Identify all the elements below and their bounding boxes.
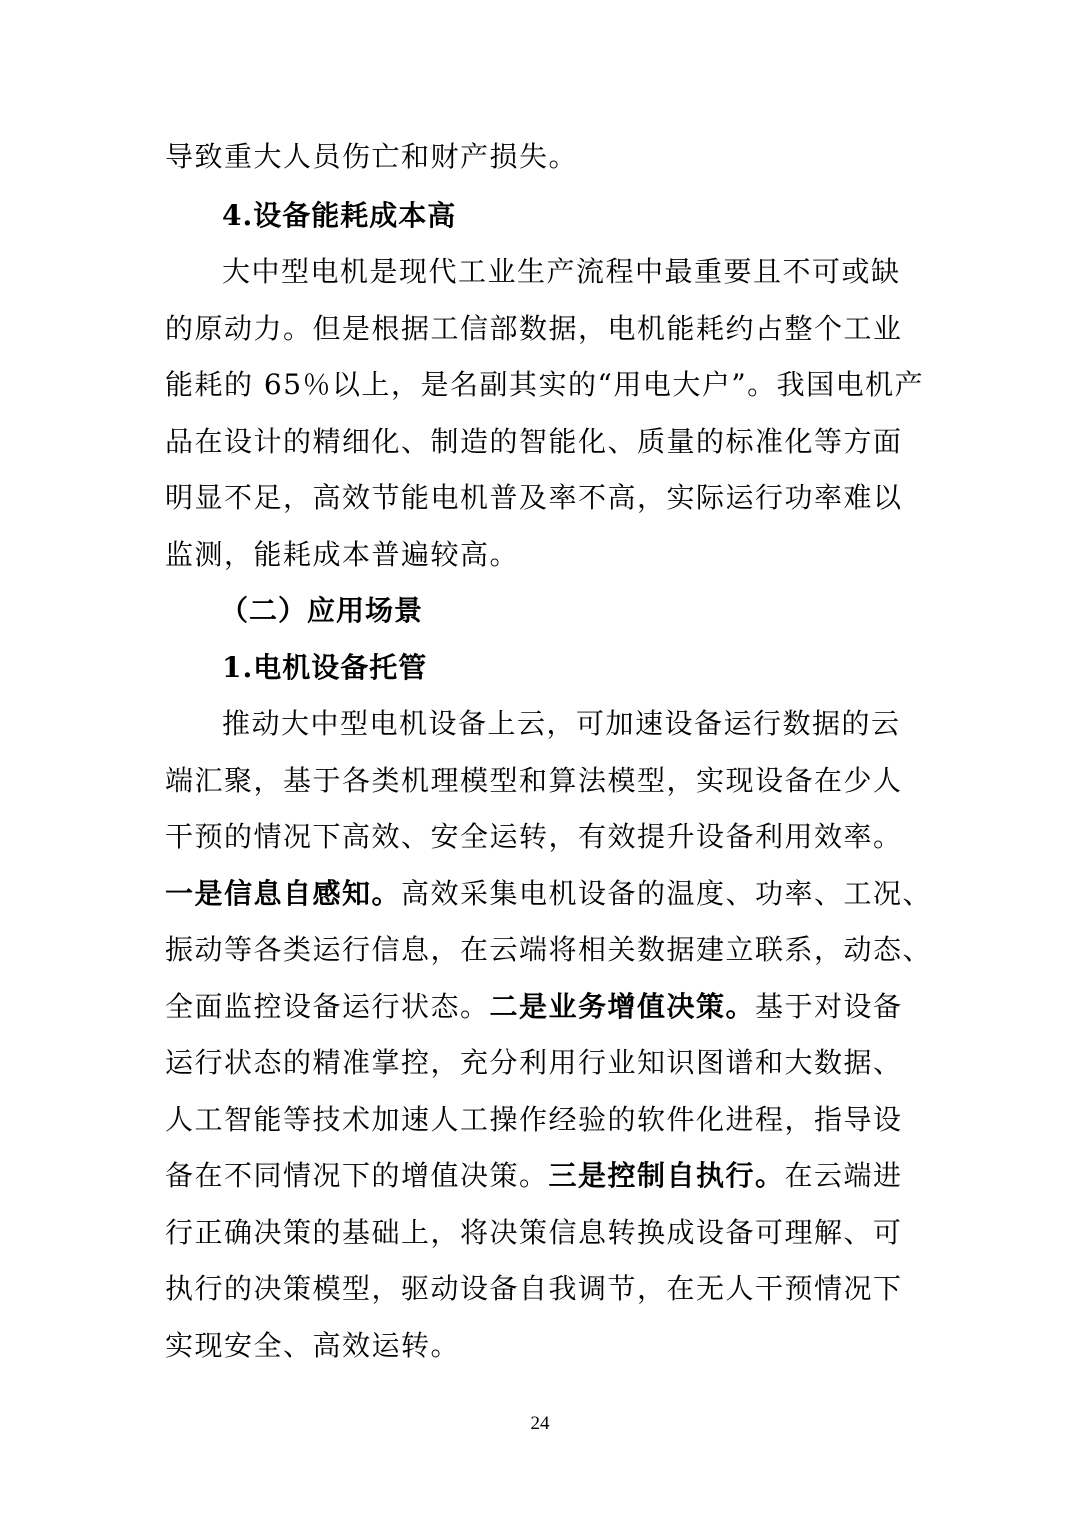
text-line [165, 535, 519, 575]
heading-text: （二）应用场景 [220, 594, 424, 627]
text-line [222, 252, 901, 292]
text-line [165, 761, 903, 801]
text-line [165, 817, 903, 857]
text-segment: 全面监控设备运行状态。 [165, 990, 490, 1023]
text-line [165, 987, 903, 1027]
bold-phrase: 二是业务增值决策。 [489, 990, 756, 1023]
bold-phrase: 三是控制自执行。 [548, 1159, 785, 1192]
text-segment: 行正确决策的基础上，将决策信息转换成设备可理解、可 [165, 1216, 903, 1249]
text-segment: 在云端进 [784, 1159, 903, 1192]
text-line [165, 1156, 903, 1196]
text-segment: 导致重大人员伤亡和财产损失。 [165, 140, 579, 173]
text-segment: 实现安全、高效运转。 [165, 1329, 461, 1362]
text-segment: 端汇聚，基于各类机理模型和算法模型，实现设备在少人 [165, 764, 903, 797]
text-line [165, 930, 932, 970]
text-segment: 备在不同情况下的增值决策。 [165, 1159, 549, 1192]
text-segment: 监测，能耗成本普遍较高。 [165, 538, 520, 571]
text-line [165, 137, 578, 177]
text-segment: 大中型电机是现代工业生产流程中最重要且不可或缺 [222, 255, 901, 288]
text-line [165, 1100, 903, 1140]
text-segment: 高效采集电机设备的温度、功率、工况、 [401, 877, 933, 910]
heading-text: 1.电机设备托管 [222, 651, 428, 684]
text-line [165, 478, 903, 518]
bold-phrase: 一是信息自感知。 [165, 877, 402, 910]
text-line [222, 704, 901, 744]
page-number: 24 [530, 1413, 550, 1434]
text-line [165, 1269, 903, 1309]
text-segment: 的原动力。但是根据工信部数据，电机能耗约占整个工业 [165, 312, 903, 345]
text-segment: 基于对设备 [755, 990, 903, 1023]
text-segment: 运行状态的精准掌控，充分利用行业知识图谱和大数据、 [165, 1046, 903, 1079]
text-line [165, 1326, 460, 1366]
text-line [165, 422, 903, 462]
text-segment: 品在设计的精细化、制造的智能化、质量的标准化等方面 [165, 425, 903, 458]
text-segment: 干预的情况下高效、安全运转，有效提升设备利用效率。 [165, 820, 903, 853]
text-segment: 明显不足，高效节能电机普及率不高，实际运行功率难以 [165, 481, 903, 514]
text-line [165, 1043, 903, 1083]
text-line [165, 365, 924, 405]
text-line [165, 309, 903, 349]
section-heading [220, 591, 423, 631]
text-segment: 振动等各类运行信息，在云端将相关数据建立联系，动态、 [165, 933, 933, 966]
text-segment: 人工智能等技术加速人工操作经验的软件化进程，指导设 [165, 1103, 903, 1136]
text-line [165, 874, 932, 914]
section-heading [222, 196, 456, 236]
subsection-heading [222, 648, 427, 688]
text-segment: 执行的决策模型，驱动设备自我调节，在无人干预情况下 [165, 1272, 903, 1305]
text-segment: 能耗的 65％以上，是名副其实的“用电大户”。我国电机产 [165, 368, 925, 401]
text-line [165, 1213, 903, 1253]
heading-text: 4.设备能耗成本高 [222, 199, 457, 232]
text-segment: 推动大中型电机设备上云，可加速设备运行数据的云 [222, 707, 901, 740]
